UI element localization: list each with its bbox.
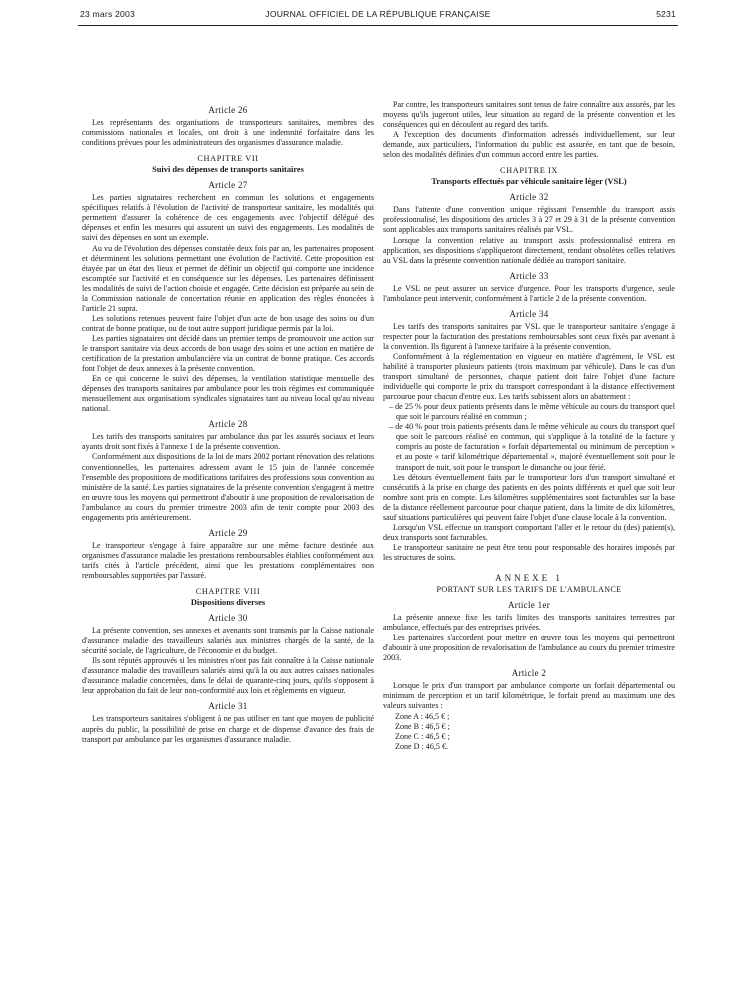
chapter-9-subtitle: Transports effectués par véhicule sanitaire léger (VSL) bbox=[431, 177, 627, 187]
annex-1-title: ANNEXE 1 bbox=[495, 572, 563, 583]
page-header bbox=[80, 9, 676, 23]
article-31-title: Article 31 bbox=[208, 701, 248, 712]
article-29-title: Article 29 bbox=[208, 527, 248, 538]
zone-item: Zone D : 46,5 €. bbox=[395, 741, 449, 751]
article-28-title: Article 28 bbox=[208, 419, 248, 430]
chapter-8-subtitle: Dispositions diverses bbox=[190, 598, 266, 608]
left-column bbox=[82, 100, 374, 745]
article-29-paragraph: Le transporteur s'engage à faire apparaître sur une même facture destinée aux organismes d'assurance maladie les prestations remboursables établies conformément aux tarifs cités à l'article précédent, ainsi que les prestations complémentaires non remboursables supportées par l'assuré. bbox=[82, 540, 374, 580]
article-28-paragraph: Conformément aux dispositions de la loi de mars 2002 portant rénovation des relations conventionnelles, les partenaires adressent avant le 15 juin de l'année concernée l'ensemble des propositions de modifications tarifaires des professions sous convention au ministère de la santé. Les parties signataires de la présente convention s'engagent à mettre en œuvre tous les moyens qui permettront d'aboutir à une proposition de revalorisation de l'ambulance au cours du premier trimestre 2003 afin de tenir compte pour 2003 des engagements pris antérieurement. bbox=[82, 452, 374, 522]
article-34-paragraph: Les tarifs des transports sanitaires par VSL que le transporteur sanitaire s'engage à respecter pour la facturation des prestations remboursables sont ceux fixés par avenant à la convention. Ils figurent à l'annexe tarifaire à la présente convention. bbox=[383, 321, 675, 351]
article-28-paragraph: Les tarifs des transports sanitaires par ambulance dus par les assurés sociaux et leurs ayants droit sont fixés à l'annexe 1 de la présente convention. bbox=[82, 432, 374, 452]
article-27-paragraph: Les parties signataires recherchent en commun les solutions et engagements spécifiques relatifs à l'évolution de l'activité de transporteur sanitaire, les modalités qui permettent d'assurer la cohérence de ces engagements avec l'objectif délégué des dépenses et enfin les mesures qui assurent un suivi des engagements. Les modalités de suivi des dépenses en sont un exemple. bbox=[82, 193, 374, 243]
annex-article-2-paragraph: Lorsque le prix d'un transport par ambulance comporte un forfait départemental ou minimum de perception et un tarif kilométrique, le forfait prend au maximum une des valeurs suivantes : bbox=[383, 681, 675, 711]
annex-1-subtitle: PORTANT SUR LES TARIFS DE L'AMBULANCE bbox=[436, 585, 622, 595]
article-31-continued-paragraph: A l'exception des documents d'information adressés individuellement, sur leur demande, aux particuliers, l'information du public est assurée, en tant que de besoin, selon des modalités définies d'un commun accord entre les parties. bbox=[383, 130, 675, 160]
annex-article-1-paragraph: Les partenaires s'accordent pour mettre en œuvre tous les moyens qui permettront d'aboutir à une proposition de revalorisation de l'ambulance au cours du premier trimestre 2003. bbox=[383, 633, 675, 663]
header-rule bbox=[78, 25, 678, 26]
article-34-paragraph: Conformément à la réglementation en vigueur en matière d'agrément, le VSL est habilité à transporter plusieurs patients (trois maximum par véhicule). Dans le cas d'un transport simultané de personnes, chaque patient doit faire l'objet d'une facture individuelle qui comporte le prix du transport correspondant à la distance effectivement parcourue pour chacun d'entre eux. Les tarifs subissent alors un abattement : bbox=[383, 351, 675, 402]
article-32-paragraph: Lorsque la convention relative au transport assis professionnalisé entrera en application, ses dispositions s'appliqueront directement, rendant obsolètes celles relatives au VSL dans la présente convention nationale dédiée au transport sanitaire. bbox=[383, 235, 675, 265]
article-30-paragraph: Ils sont réputés approuvés si les ministres n'ont pas fait connaître à la Caisse nationale d'assurance maladie des travailleurs salariés ainsi qu'à la ou aux autres caisses nationales d'assurance maladie concernées, dans le délai de quarante-cinq jours, qu'ils s'opposent à leur approbation du fait de leur non-conformité aux lois et règlements en vigueur. bbox=[82, 656, 374, 696]
article-34-paragraph: Lorsqu'un VSL effectue un transport comportant l'aller et le retour du (des) patient(s), deux transports sont facturables. bbox=[383, 522, 675, 542]
article-34-paragraph: Les détours éventuellement faits par le transporteur lors d'un transport simultané et consécutifs à la prise en charge des patients en des points différents et quel que soit leur nombre sont pris en compte. Les kilomètres supplémentaires sont facturables sur la base de la distance réellement parcourue pour chaque patient, dans la limite de dix kilomètres, sauf situations particulières qui peuvent faire l'objet d'une clause locale à la convention. bbox=[383, 472, 675, 522]
article-34-paragraph: Le transporteur sanitaire ne peut être tenu pour responsable des horaires imposés par les structures de soins. bbox=[383, 542, 675, 562]
article-27-paragraph: Les parties signataires ont décidé dans un premier temps de promouvoir une action sur le transport sanitaire via deux accords de bon usage des soins et une action en matière de certification de la prestation ambulancière via un contrat de bonne pratique. Ces accords font l'objet de deux annexes à la présente convention. bbox=[82, 333, 374, 374]
header-date: 23 mars 2003 bbox=[80, 9, 135, 19]
article-27-title: Article 27 bbox=[208, 180, 248, 191]
header-page-number: 5231 bbox=[656, 9, 676, 19]
article-33-title: Article 33 bbox=[509, 270, 549, 281]
abatement-list bbox=[383, 402, 675, 472]
chapter-7-subtitle: Suivi des dépenses de transports sanitaires bbox=[152, 165, 304, 175]
annex-article-1-paragraph: La présente annexe fixe les tarifs limites des transports sanitaires terrestres par ambulance, effectués par des entreprises privées. bbox=[383, 613, 675, 633]
article-27-paragraph: Au vu de l'évolution des dépenses constatée deux fois par an, les partenaires proposent et déterminent les solutions permettant une évolution de l'activité. Cette proposition est étayée par un état des lieux et permet de définir un objectif qui comporte une incidence escomptée sur l'activité et en conséquence sur les dépenses. Les partenaires définissent les modalités de suivi de l'action choisie et engagée. Cette décision est préparée au sein de la Commission nationale de concertation réunie en application des règles énoncées à l'article 21 supra. bbox=[82, 243, 374, 313]
chapter-9-title: CHAPITRE IX bbox=[500, 166, 558, 176]
right-column bbox=[383, 100, 675, 752]
article-33-paragraph: Le VSL ne peut assurer un service d'urgence. Pour les transports d'urgence, seule l'ambulance peut intervenir, conformément à l'article 2 de la présente convention. bbox=[383, 283, 675, 303]
article-26-title: Article 26 bbox=[208, 105, 248, 115]
annex-article-2-title: Article 2 bbox=[511, 668, 547, 679]
zone-list bbox=[383, 712, 675, 752]
zone-item: Zone B : 46,5 € ; bbox=[395, 721, 450, 731]
article-30-paragraph: La présente convention, ses annexes et avenants sont transmis par la Caisse nationale d'assurance maladie des travailleurs salariés aux ministres chargés de la santé, de la sécurité sociale, de l'agriculture, de l'économie et du budget. bbox=[82, 626, 374, 656]
zone-item: Zone C : 46,5 € ; bbox=[395, 731, 450, 741]
chapter-7-title: CHAPITRE VII bbox=[197, 154, 259, 164]
article-27-paragraph: Les solutions retenues peuvent faire l'objet d'un acte de bon usage des soins ou d'un contrat de bonne pratique, ou de tout autre support juridique permis par la loi. bbox=[82, 313, 374, 333]
article-31-continued-paragraph: Par contre, les transporteurs sanitaires sont tenus de faire connaître aux assurés, par les moyens qu'ils jugeront utiles, leur situation au regard de la présente convention et les conséquences qui en découlent au regard des tarifs. bbox=[383, 100, 675, 130]
annex-article-1-title: Article 1er bbox=[507, 600, 551, 611]
article-34-title: Article 34 bbox=[509, 308, 549, 319]
article-30-title: Article 30 bbox=[208, 613, 248, 624]
article-32-paragraph: Dans l'attente d'une convention unique régissant l'ensemble du transport assis professionnalisé, les dispositions des articles 3 à 27 et 29 à 31 de la présente convention sont applicables aux transports sanitaires réalisés par VSL. bbox=[383, 205, 675, 235]
article-27-paragraph: En ce qui concerne le suivi des dépenses, la ventilation statistique mensuelle des dépenses des transports sanitaires par ambulance pour les trois régimes est communiquée mensuellement aux organisations syndicales signataires tant au niveau local qu'au niveau national. bbox=[82, 374, 374, 414]
zone-item: Zone A : 46,5 € ; bbox=[395, 711, 450, 721]
abatement-item: – de 25 % pour deux patients présents dans le même véhicule au cours du transport quel que soit le parcours réalisé en commun ; bbox=[389, 402, 675, 422]
article-26-paragraph: Les représentants des organisations de transporteurs sanitaires, membres des commissions nationales et locales, ont droit à une indemnité forfaitaire dans les conditions prévues pour les administrateurs des organismes d'assurance maladie. bbox=[82, 118, 374, 148]
abatement-item: – de 40 % pour trois patients présents dans le même véhicule au cours du transport quel que soit le parcours réalisé en commun, qui s'applique à la totalité de la facture y compris au poste de facturation « forfait départemental ou minimum de perception » et au poste « tarif kilométrique départemental », majoré éventuellement soit pour le transport de nuit, soit pour le transport le dimanche ou jour férié. bbox=[389, 422, 675, 472]
header-journal-title: JOURNAL OFFICIEL DE LA RÉPUBLIQUE FRANÇAISE bbox=[265, 9, 491, 19]
chapter-8-title: CHAPITRE VIII bbox=[195, 587, 261, 597]
article-31-paragraph: Les transporteurs sanitaires s'obligent à ne pas utiliser en tant que moyen de publicité auprès du public, la possibilité de prise en charge et de dispense d'avance des frais de transport par ambulance par les organismes d'assurance maladie. bbox=[82, 714, 374, 744]
article-32-title: Article 32 bbox=[509, 192, 549, 203]
